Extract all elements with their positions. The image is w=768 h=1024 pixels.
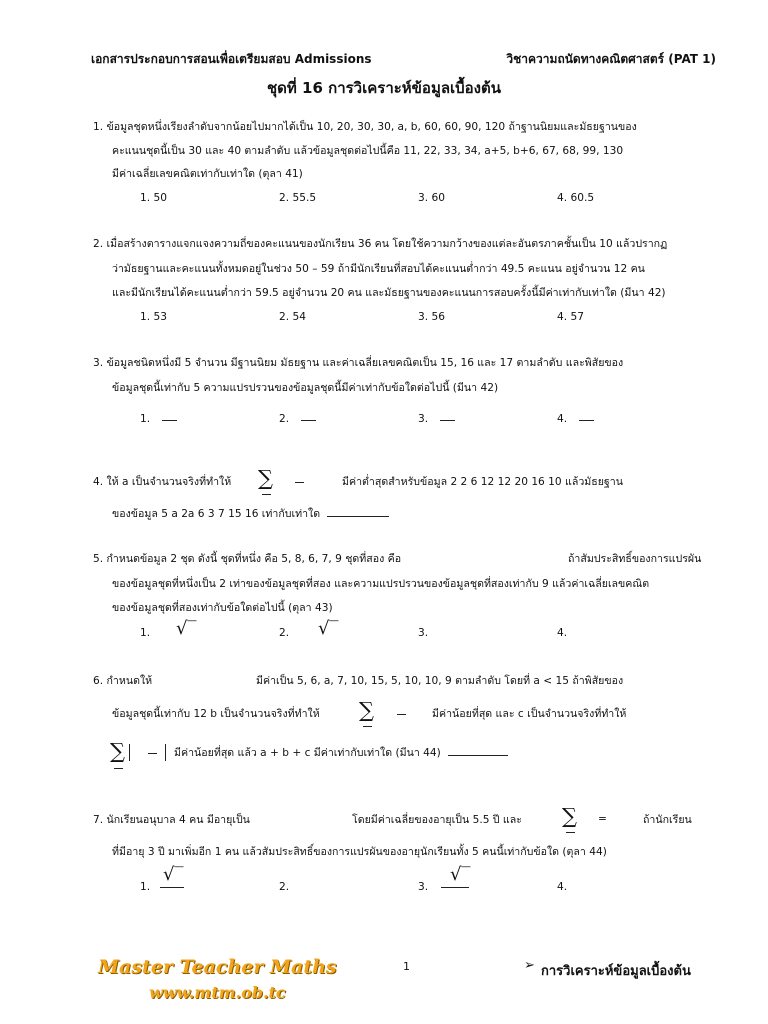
- q1-choice-2: 2. 55.5: [279, 192, 317, 204]
- q2-choice-4: 4. 57: [557, 311, 584, 323]
- q5-line-1b: ถ้าสัมประสิทธิ์ของการแปรผัน: [568, 553, 702, 565]
- brand-logo-title: Master Teacher Maths: [98, 956, 337, 978]
- q7-choice-3: 3.: [418, 881, 429, 893]
- q2-line-3: และมีนักเรียนได้คะแนนต่ำกว่า 59.5 อยู่จำนวน 20 คน และมัธยฐานของคะแนนการสอบครั้งนี้มีค่าเท่ากับเท่าใด (มีนา 42): [112, 287, 666, 299]
- summation-icon: ∑: [359, 698, 374, 722]
- arrow-bullet-icon: ➢: [524, 958, 535, 973]
- q5-choice-3: 3.: [418, 627, 429, 639]
- q2-line-2: ว่ามัธยฐานและคะแนนทั้งหมดอยู่ในช่วง 50 – 59 ถ้ามีนักเรียนที่สอบได้คะแนนต่ำกว่า 49.5 คะแนน อยู่จำนวน 12 คน: [112, 263, 645, 275]
- q3-choice-3: 3.: [418, 413, 429, 425]
- index-bar: [363, 726, 372, 727]
- minus-sign: [295, 482, 304, 483]
- summation-icon: ∑: [258, 466, 273, 490]
- fraction-bar: [441, 887, 469, 888]
- doc-header-right: วิชาความถนัดทางคณิตศาสตร์ (PAT 1): [506, 52, 716, 66]
- fraction-bar: [301, 420, 316, 421]
- fraction-bar: [440, 420, 455, 421]
- q4-line-1b: มีค่าต่ำสุดสำหรับข้อมูล 2 2 6 12 12 20 16 10 แล้วมัธยฐาน: [342, 476, 623, 488]
- page-number: 1: [403, 960, 410, 973]
- q5-choice-2: 2.: [279, 627, 290, 639]
- q7-line-1a: 7. นักเรียนอนุบาล 4 คน มีอายุเป็น: [93, 814, 250, 826]
- q3-line-2: ข้อมูลชุดนี้เท่ากับ 5 ความแปรปรวนของข้อมูลชุดนี้มีค่าเท่ากับข้อใดต่อไปนี้ (มีนา 42): [112, 382, 499, 394]
- square-root-icon: √‾: [318, 618, 339, 639]
- q3-choice-4: 4.: [557, 413, 568, 425]
- summation-icon: ∑: [562, 804, 577, 828]
- q4-line-1a: 4. ให้ a เป็นจำนวนจริงที่ทำให้: [93, 476, 232, 488]
- minus-sign: [148, 753, 157, 754]
- q6-line-1b: มีค่าเป็น 5, 6, a, 7, 10, 15, 5, 10, 10, 9 ตามลำดับ โดยที่ a < 15 ถ้าพิสัยของ: [256, 675, 624, 687]
- q5-choice-4: 4.: [557, 627, 568, 639]
- fraction-bar: [162, 420, 177, 421]
- q1-choice-4: 4. 60.5: [557, 192, 595, 204]
- page-title: ชุดที่ 16 การวิเคราะห์ข้อมูลเบื้องต้น: [266, 79, 502, 97]
- q4-line-2: [112, 509, 389, 520]
- index-bar: [262, 494, 271, 495]
- answer-blank: [327, 516, 389, 517]
- q5-line-1a: 5. กำหนดข้อมูล 2 ชุด ดังนี้ ชุดที่หนึ่ง คือ 5, 8, 6, 7, 9 ชุดที่สอง คือ: [93, 553, 402, 565]
- q7-choice-4: 4.: [557, 881, 568, 893]
- fraction-bar: [160, 887, 184, 888]
- q5-line-3: ของข้อมูลชุดที่สองเท่ากับข้อใดต่อไปนี้ (ตุลา 43): [112, 602, 333, 614]
- q7-choice-2: 2.: [279, 881, 290, 893]
- q2-choice-2: 2. 54: [279, 311, 306, 323]
- q1-line-2: คะแนนชุดนี้เป็น 30 และ 40 ตามลำดับ แล้วข้อมูลชุดต่อไปนี้คือ 11, 22, 33, 34, a+5, b+6, 67, 68, 99, 130: [112, 145, 624, 157]
- square-root-icon: √‾: [450, 864, 471, 885]
- q2-line-1: 2. เมื่อสร้างตารางแจกแจงความถี่ของคะแนนของนักเรียน 36 คน โดยใช้ความกว้างของแต่ละอันตรภาคชั้นเป็น 10 แล้วปรากฏ: [93, 238, 668, 250]
- q7-choice-1: 1.: [140, 881, 151, 893]
- q7-line-1b: โดยมีค่าเฉลี่ยของอายุเป็น 5.5 ปี และ: [352, 814, 522, 826]
- index-bar: [114, 768, 123, 769]
- q7-line-1c: ถ้านักเรียน: [643, 814, 692, 826]
- q6-line-3-text: มีค่าน้อยที่สุด แล้ว a + b + c มีค่าเท่ากับเท่าใด (มีนา 44): [174, 747, 441, 759]
- q2-choice-1: 1. 53: [140, 311, 167, 323]
- q3-choice-2: 2.: [279, 413, 290, 425]
- q1-choice-1: 1. 50: [140, 192, 167, 204]
- q2-choice-3: 3. 56: [418, 311, 445, 323]
- footer-section-title: การวิเคราะห์ข้อมูลเบื้องต้น: [541, 964, 691, 979]
- doc-header-left: เอกสารประกอบการสอนเพื่อเตรียมสอบ Admissions: [91, 52, 372, 66]
- fraction-bar: [579, 420, 594, 421]
- q3-choice-1: 1.: [140, 413, 151, 425]
- index-bar: [566, 832, 575, 833]
- q1-line-3: มีค่าเฉลี่ยเลขคณิตเท่ากับเท่าใด (ตุลา 41): [112, 168, 303, 180]
- answer-blank: [448, 755, 508, 756]
- abs-bar-right: [165, 744, 166, 761]
- q6-line-2b: มีค่าน้อยที่สุด และ c เป็นจำนวนจริงที่ทำให้: [432, 708, 627, 720]
- q3-line-1: 3. ข้อมูลชนิดหนึ่งมี 5 จำนวน มีฐานนิยม มัธยฐาน และค่าเฉลี่ยเลขคณิตเป็น 15, 16 และ 17 ตามลำดับ และพิสัยของ: [93, 357, 624, 369]
- summation-icon: ∑: [110, 739, 125, 763]
- brand-logo-url: www.mtm.ob.tc: [149, 983, 286, 1002]
- equals-sign: =: [598, 813, 607, 825]
- q1-line-1: 1. ข้อมูลชุดหนึ่งเรียงลำดับจากน้อยไปมากได้เป็น 10, 20, 30, 30, a, b, 60, 60, 90, 120 ถ้าฐานนิยมและมัธยฐานของ: [93, 121, 637, 133]
- q7-line-2: ที่มีอายุ 3 ปี มาเพิ่มอีก 1 คน แล้วสัมประสิทธิ์ของการแปรผันของอายุนักเรียนทั้ง 5 คนนี้เท่ากับข้อใด (ตุลา 44): [112, 846, 607, 858]
- q6-line-2a: ข้อมูลชุดนี้เท่ากับ 12 b เป็นจำนวนจริงที่ทำให้: [112, 708, 320, 720]
- square-root-icon: √‾: [176, 618, 197, 639]
- minus-sign: [397, 714, 406, 715]
- q6-line-3: [174, 748, 508, 759]
- q4-line-2-text: ของข้อมูล 5 a 2a 6 3 7 15 16 เท่ากับเท่าใด: [112, 508, 321, 520]
- q6-line-1a: 6. กำหนดให้: [93, 675, 153, 687]
- q5-line-2: ของข้อมูลชุดที่หนึ่งเป็น 2 เท่าของข้อมูลชุดที่สอง และความแปรปรวนของข้อมูลชุดที่สองเท่ากับ 9 แล้วค่าเฉลี่ยเลขคณิต: [112, 578, 650, 590]
- abs-bar-left: [129, 744, 130, 761]
- q5-choice-1: 1.: [140, 627, 151, 639]
- square-root-icon: √‾: [163, 864, 184, 885]
- q1-choice-3: 3. 60: [418, 192, 445, 204]
